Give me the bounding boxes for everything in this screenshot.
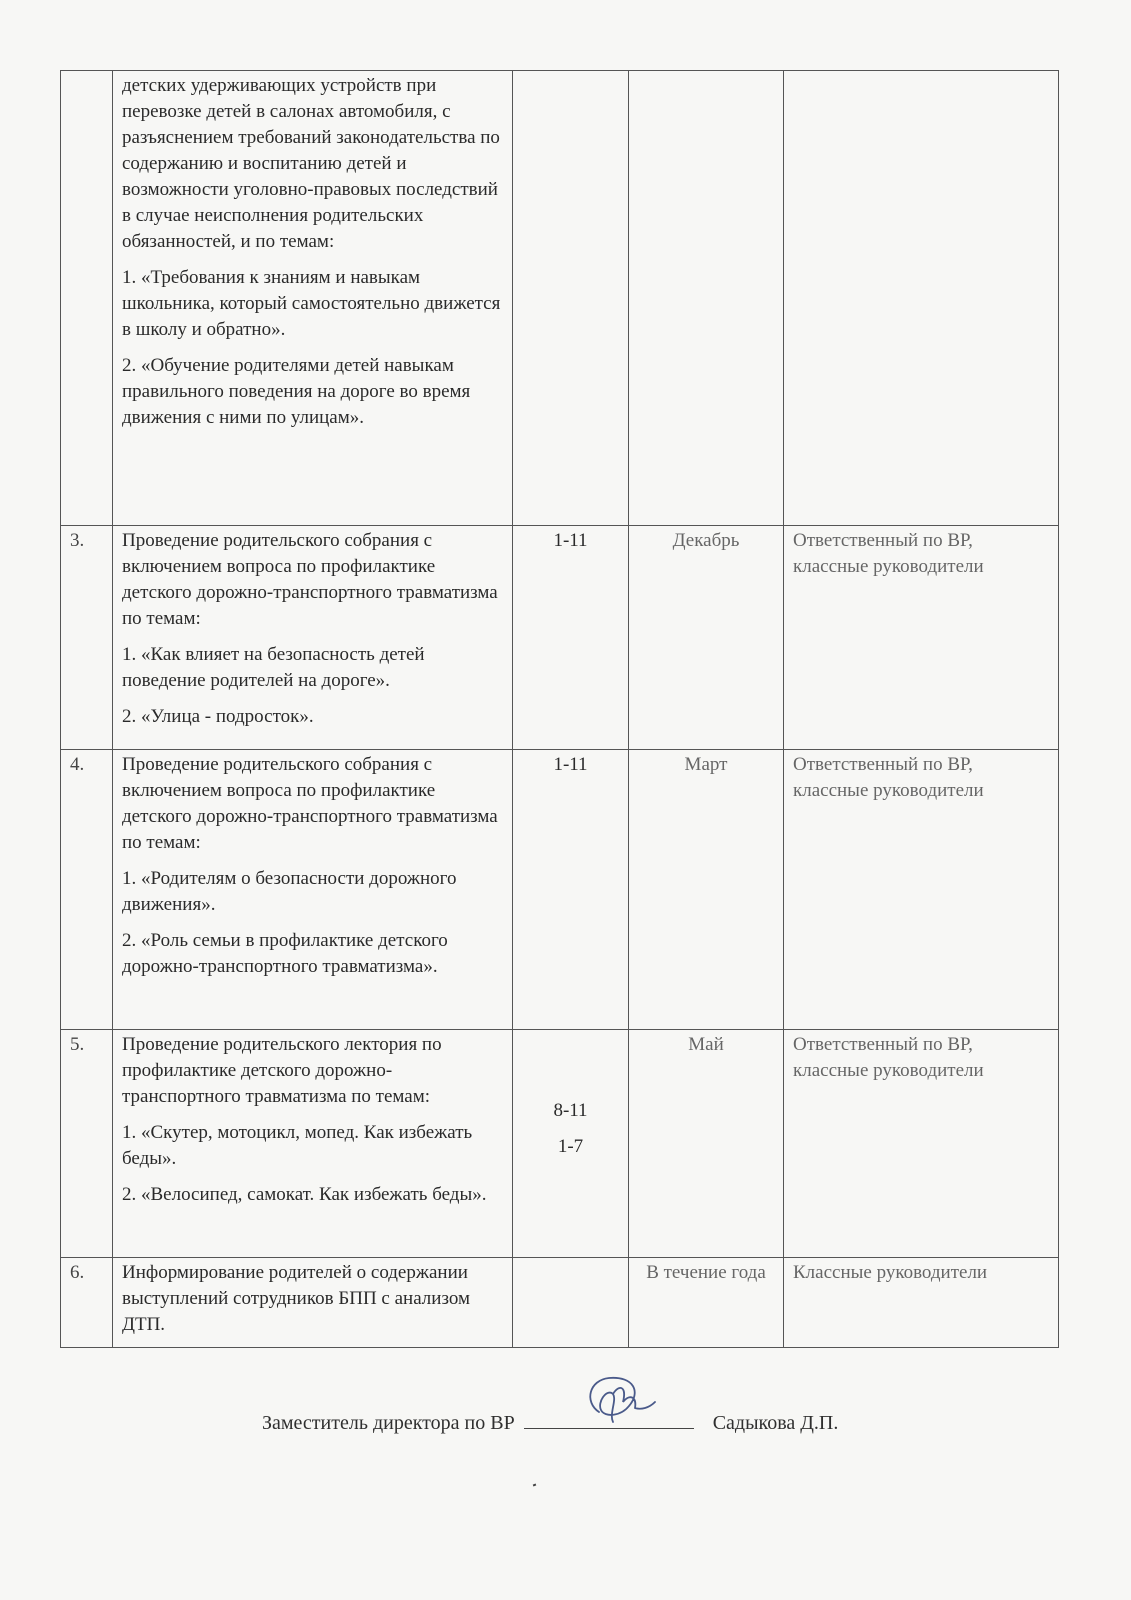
description-paragraph: 2. «Роль семьи в профилактике детского дорожно-транспортного травматизма». <box>122 930 448 977</box>
description-cell <box>113 526 513 750</box>
row-number-cell: 3. <box>61 526 113 750</box>
responsible-cell: Ответственный по ВР, классные руководители <box>784 526 1059 750</box>
classes-senior: 8-11 <box>553 1100 588 1121</box>
signature-field <box>524 1408 694 1429</box>
term-cell: Март <box>629 750 784 1030</box>
description-paragraph: Проведение родительского собрания с включением вопроса по профилактике детского дорожно-транспортного травматизма по темам: <box>122 754 498 853</box>
description-paragraph: 2. «Обучение родителями детей навыкам правильного поведения на дороге во время движения с ними по улицам». <box>122 355 471 428</box>
handwritten-signature-icon <box>579 1372 659 1432</box>
classes-cell <box>513 1258 629 1348</box>
description-paragraph: Проведение родительского лектория по профилактике детского дорожно-транспортного травматизма по темам: <box>122 1034 442 1107</box>
row-number-cell: 4. <box>61 750 113 1030</box>
row-number-cell: 6. <box>61 1258 113 1348</box>
classes-cell: 1-11 <box>513 750 629 1030</box>
term-cell: В течение года <box>629 1258 784 1348</box>
responsible-cell: Ответственный по ВР, классные руководители <box>784 750 1059 1030</box>
description-cell <box>113 750 513 1030</box>
term-cell: Май <box>629 1030 784 1258</box>
events-table <box>60 70 1059 1348</box>
description-paragraph: 1. «Требования к знаниям и навыкам школьника, который самостоятельно движется в школу и обратно». <box>122 267 501 340</box>
responsible-cell: Классные руководители <box>784 1258 1059 1348</box>
classes-junior: 1-7 <box>557 1136 584 1157</box>
scan-mark <box>533 1484 537 1487</box>
table-row <box>61 526 1059 750</box>
term-cell: Декабрь <box>629 526 784 750</box>
description-cell <box>113 1030 513 1258</box>
row-number-cell: 5. <box>61 1030 113 1258</box>
table-row <box>61 1258 1059 1348</box>
description-paragraph: Проведение родительского собрания с включением вопроса по профилактике детского дорожно-транспортного травматизма по темам: <box>122 530 498 629</box>
description-cell <box>113 71 513 526</box>
signer-position: Заместитель директора по ВР <box>262 1412 515 1434</box>
classes-cell: 1-11 <box>513 526 629 750</box>
term-cell <box>629 71 784 526</box>
description-paragraph: 1. «Как влияет на безопасность детей поведение родителей на дороге». <box>122 644 425 691</box>
signature-line <box>262 1408 838 1435</box>
responsible-cell <box>784 71 1059 526</box>
table-row <box>61 1030 1059 1258</box>
description-paragraph: 2. «Улица - подросток». <box>122 706 314 727</box>
row-number-cell <box>61 71 113 526</box>
description-paragraph: 1. «Скутер, мотоцикл, мопед. Как избежать беды». <box>122 1122 473 1169</box>
classes-cell <box>513 71 629 526</box>
description-paragraph: 1. «Родителям о безопасности дорожного движения». <box>122 868 457 915</box>
responsible-cell: Ответственный по ВР, классные руководители <box>784 1030 1059 1258</box>
table-row <box>61 750 1059 1030</box>
signer-name: Садыкова Д.П. <box>712 1412 839 1434</box>
table-row <box>61 71 1059 526</box>
description-paragraph: Информирование родителей о содержании выступлений сотрудников БПП с анализом ДТП. <box>122 1262 471 1335</box>
description-paragraph: 2. «Велосипед, самокат. Как избежать беды». <box>122 1184 487 1205</box>
description-paragraph: детских удерживающих устройств при перевозке детей в салонах автомобиля, с разъяснением требований законодательства по содержанию и воспитанию детей и возможности уголовно-правовых последствий в случае неисполнения родительских обязанностей, и по темам: <box>122 75 500 252</box>
classes-cell <box>513 1030 629 1258</box>
description-cell <box>113 1258 513 1348</box>
